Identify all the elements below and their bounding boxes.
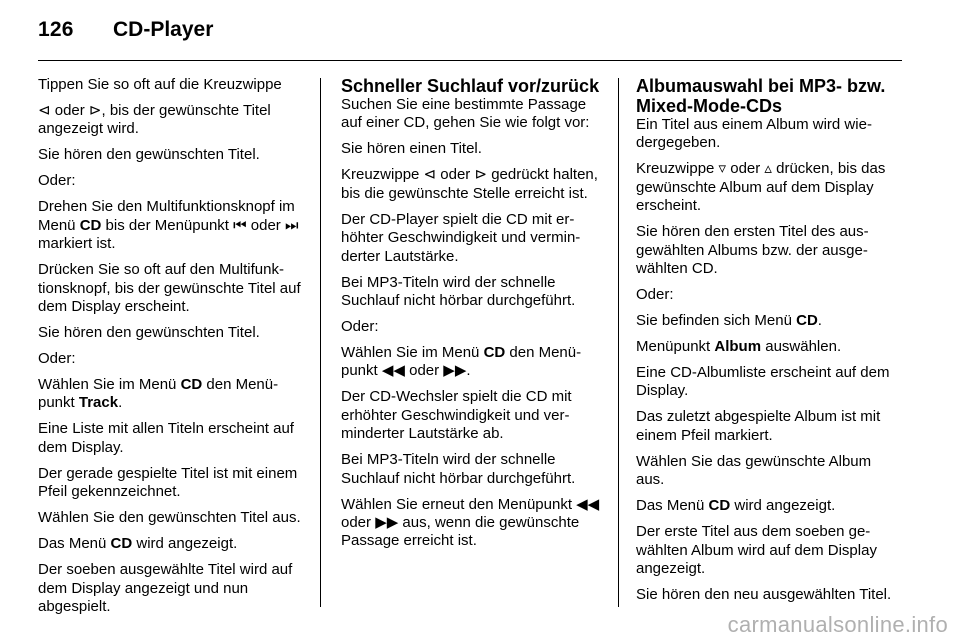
text-run: den Menüpunkt xyxy=(38,376,279,412)
paragraph xyxy=(341,318,605,336)
text-run: Drücken Sie so oft auf den Multifunktionsknopf, bis der gewünschte Titel auf dem Display erscheint. xyxy=(38,261,301,316)
paragraph xyxy=(38,350,302,368)
paragraph xyxy=(38,420,302,457)
paragraph xyxy=(38,561,302,616)
text-run: Oder: xyxy=(38,350,76,368)
text-run: Kreuzwippe ▿ oder ▵ drücken, bis das gewünschte Album auf dem Display erscheint. xyxy=(636,160,886,215)
paragraph xyxy=(341,496,605,551)
paragraph xyxy=(38,465,302,502)
bold-term: CD xyxy=(110,535,133,553)
text-run: Bei MP3-Titeln wird der schnelle Suchlauf nicht hörbar durchgeführt. xyxy=(341,273,576,310)
text-run: Das Menü xyxy=(636,497,709,515)
text-run: Der CD-Wechsler spielt die CD mit erhöhter Geschwindigkeit und verminderter Lautstärke ab. xyxy=(341,388,572,443)
text-run: den Menüpunkt ◀◀ oder ▶▶. xyxy=(341,344,582,380)
text-run: Wählen Sie erneut den Menüpunkt ◀◀ oder ▶▶ aus, wenn die gewünschte Passage erreicht ist. xyxy=(341,495,600,550)
text-run: bis der Menüpunkt ⏮ oder ⏭ markiert ist. xyxy=(38,216,299,253)
paragraph xyxy=(38,376,302,413)
bold-term: CD xyxy=(79,216,102,234)
bold-term: Track xyxy=(78,394,119,412)
text-run: Suchen Sie eine bestimmte Passage auf einer CD, gehen Sie wie folgt vor: xyxy=(341,96,590,132)
paragraph xyxy=(38,198,302,253)
text-run: Der soeben ausgewählte Titel wird auf dem Display angezeigt und nun abgespielt. xyxy=(38,561,293,616)
text-run: Kreuzwippe ⊲ oder ⊳ gedrückt halten, bis die gewünschte Stelle erreicht ist. xyxy=(341,166,598,202)
text-run: Oder: xyxy=(341,318,379,336)
text-run: Wählen Sie im Menü xyxy=(341,344,484,362)
paragraph xyxy=(341,211,605,266)
text-run: Bei MP3-Titeln wird der schnelle Suchlauf nicht hörbar durchgeführt. xyxy=(341,451,576,487)
bold-term: CD xyxy=(796,312,818,330)
paragraph xyxy=(636,338,900,356)
paragraph xyxy=(636,523,900,578)
paragraph xyxy=(636,223,900,278)
paragraph xyxy=(636,497,900,515)
watermark: carmanualsonline.info xyxy=(727,612,948,637)
text-run: Oder: xyxy=(38,172,76,190)
section-heading-fast-search: Schneller Suchlauf vor/zurück xyxy=(341,76,600,96)
text-run: Sie befinden sich Menü xyxy=(636,312,797,330)
paragraph xyxy=(38,172,302,190)
page-title: CD-Player xyxy=(113,18,214,41)
text-run: Eine CD-Albumliste erscheint auf dem Display. xyxy=(636,364,890,400)
text-run: Sie hören den gewünschten Titel. xyxy=(38,146,260,164)
text-run: . xyxy=(817,312,822,330)
paragraph xyxy=(636,408,900,445)
text-run: Menüpunkt xyxy=(636,338,715,356)
paragraph xyxy=(636,286,900,304)
section-heading-album-selection: Albumauswahl bei MP3- bzw. Mixed-Mode-CDs xyxy=(636,76,886,116)
paragraph xyxy=(636,160,900,215)
text-run: Wählen Sie im Menü xyxy=(38,376,181,394)
text-run: Der erste Titel aus dem soeben gewählten Album wird auf dem Display angezeigt. xyxy=(636,523,877,578)
text-run: wird angezeigt. xyxy=(132,535,238,553)
bold-term: Album xyxy=(714,338,762,356)
text-run: Das zuletzt abgespielte Album ist mit einem Pfeil markiert. xyxy=(636,408,881,444)
column-divider-2 xyxy=(618,78,619,607)
text-run: Sie hören den gewünschten Titel. xyxy=(38,324,260,342)
paragraph xyxy=(341,96,605,133)
text-run: Wählen Sie den gewünschten Titel aus. xyxy=(38,509,301,527)
text-run: Das Menü xyxy=(38,535,111,553)
paragraph xyxy=(341,166,605,203)
column-1 xyxy=(38,76,302,624)
paragraph xyxy=(38,146,302,164)
paragraph xyxy=(38,509,302,527)
column-divider-1 xyxy=(320,78,321,607)
page-number: 126 xyxy=(38,18,74,41)
text-run: Oder: xyxy=(636,286,674,304)
paragraph xyxy=(38,324,302,342)
paragraph xyxy=(38,102,302,139)
text-run: Tippen Sie so oft auf die Kreuzwippe xyxy=(38,76,282,93)
text-run: Sie hören einen Titel. xyxy=(341,140,482,158)
text-run: Drehen Sie den Multifunktionsknopf im Menü xyxy=(38,198,295,234)
text-run: Der CD-Player spielt die CD mit erhöhter Geschwindigkeit und verminderter Lautstärke. xyxy=(341,210,581,265)
paragraph xyxy=(636,364,900,401)
text-run: Sie hören den neu ausgewählten Titel. xyxy=(636,586,892,604)
text-run: wird angezeigt. xyxy=(730,497,836,515)
text-run: Wählen Sie das gewünschte Album aus. xyxy=(636,452,872,489)
paragraph xyxy=(636,586,900,604)
text-run: ⊲ oder ⊳, bis der gewünschte Titel angezeigt wird. xyxy=(38,102,271,138)
paragraph xyxy=(38,76,302,94)
text-run: Sie hören den ersten Titel des ausgewählten Albums bzw. der ausgewählten CD. xyxy=(636,223,869,278)
paragraph xyxy=(38,261,302,316)
paragraph xyxy=(341,388,605,443)
paragraph xyxy=(341,274,605,311)
bold-term: CD xyxy=(180,376,203,394)
bold-term: CD xyxy=(708,497,731,515)
paragraph xyxy=(341,344,605,381)
text-run: . xyxy=(118,394,123,412)
header-rule xyxy=(38,60,902,61)
text-run: Eine Liste mit allen Titeln erscheint auf dem Display. xyxy=(38,420,294,456)
text-run: Ein Titel aus einem Album wird wiedergegeben. xyxy=(636,116,872,152)
paragraph xyxy=(341,451,605,488)
column-3 xyxy=(636,76,900,612)
paragraph xyxy=(636,312,900,330)
text-run: auswählen. xyxy=(761,338,842,356)
paragraph xyxy=(341,140,605,158)
column-2 xyxy=(341,76,605,558)
paragraph xyxy=(38,535,302,553)
paragraph xyxy=(636,116,900,153)
paragraph xyxy=(636,453,900,490)
bold-term: CD xyxy=(483,344,506,362)
text-run: Der gerade gespielte Titel ist mit einem Pfeil gekennzeichnet. xyxy=(38,464,298,501)
